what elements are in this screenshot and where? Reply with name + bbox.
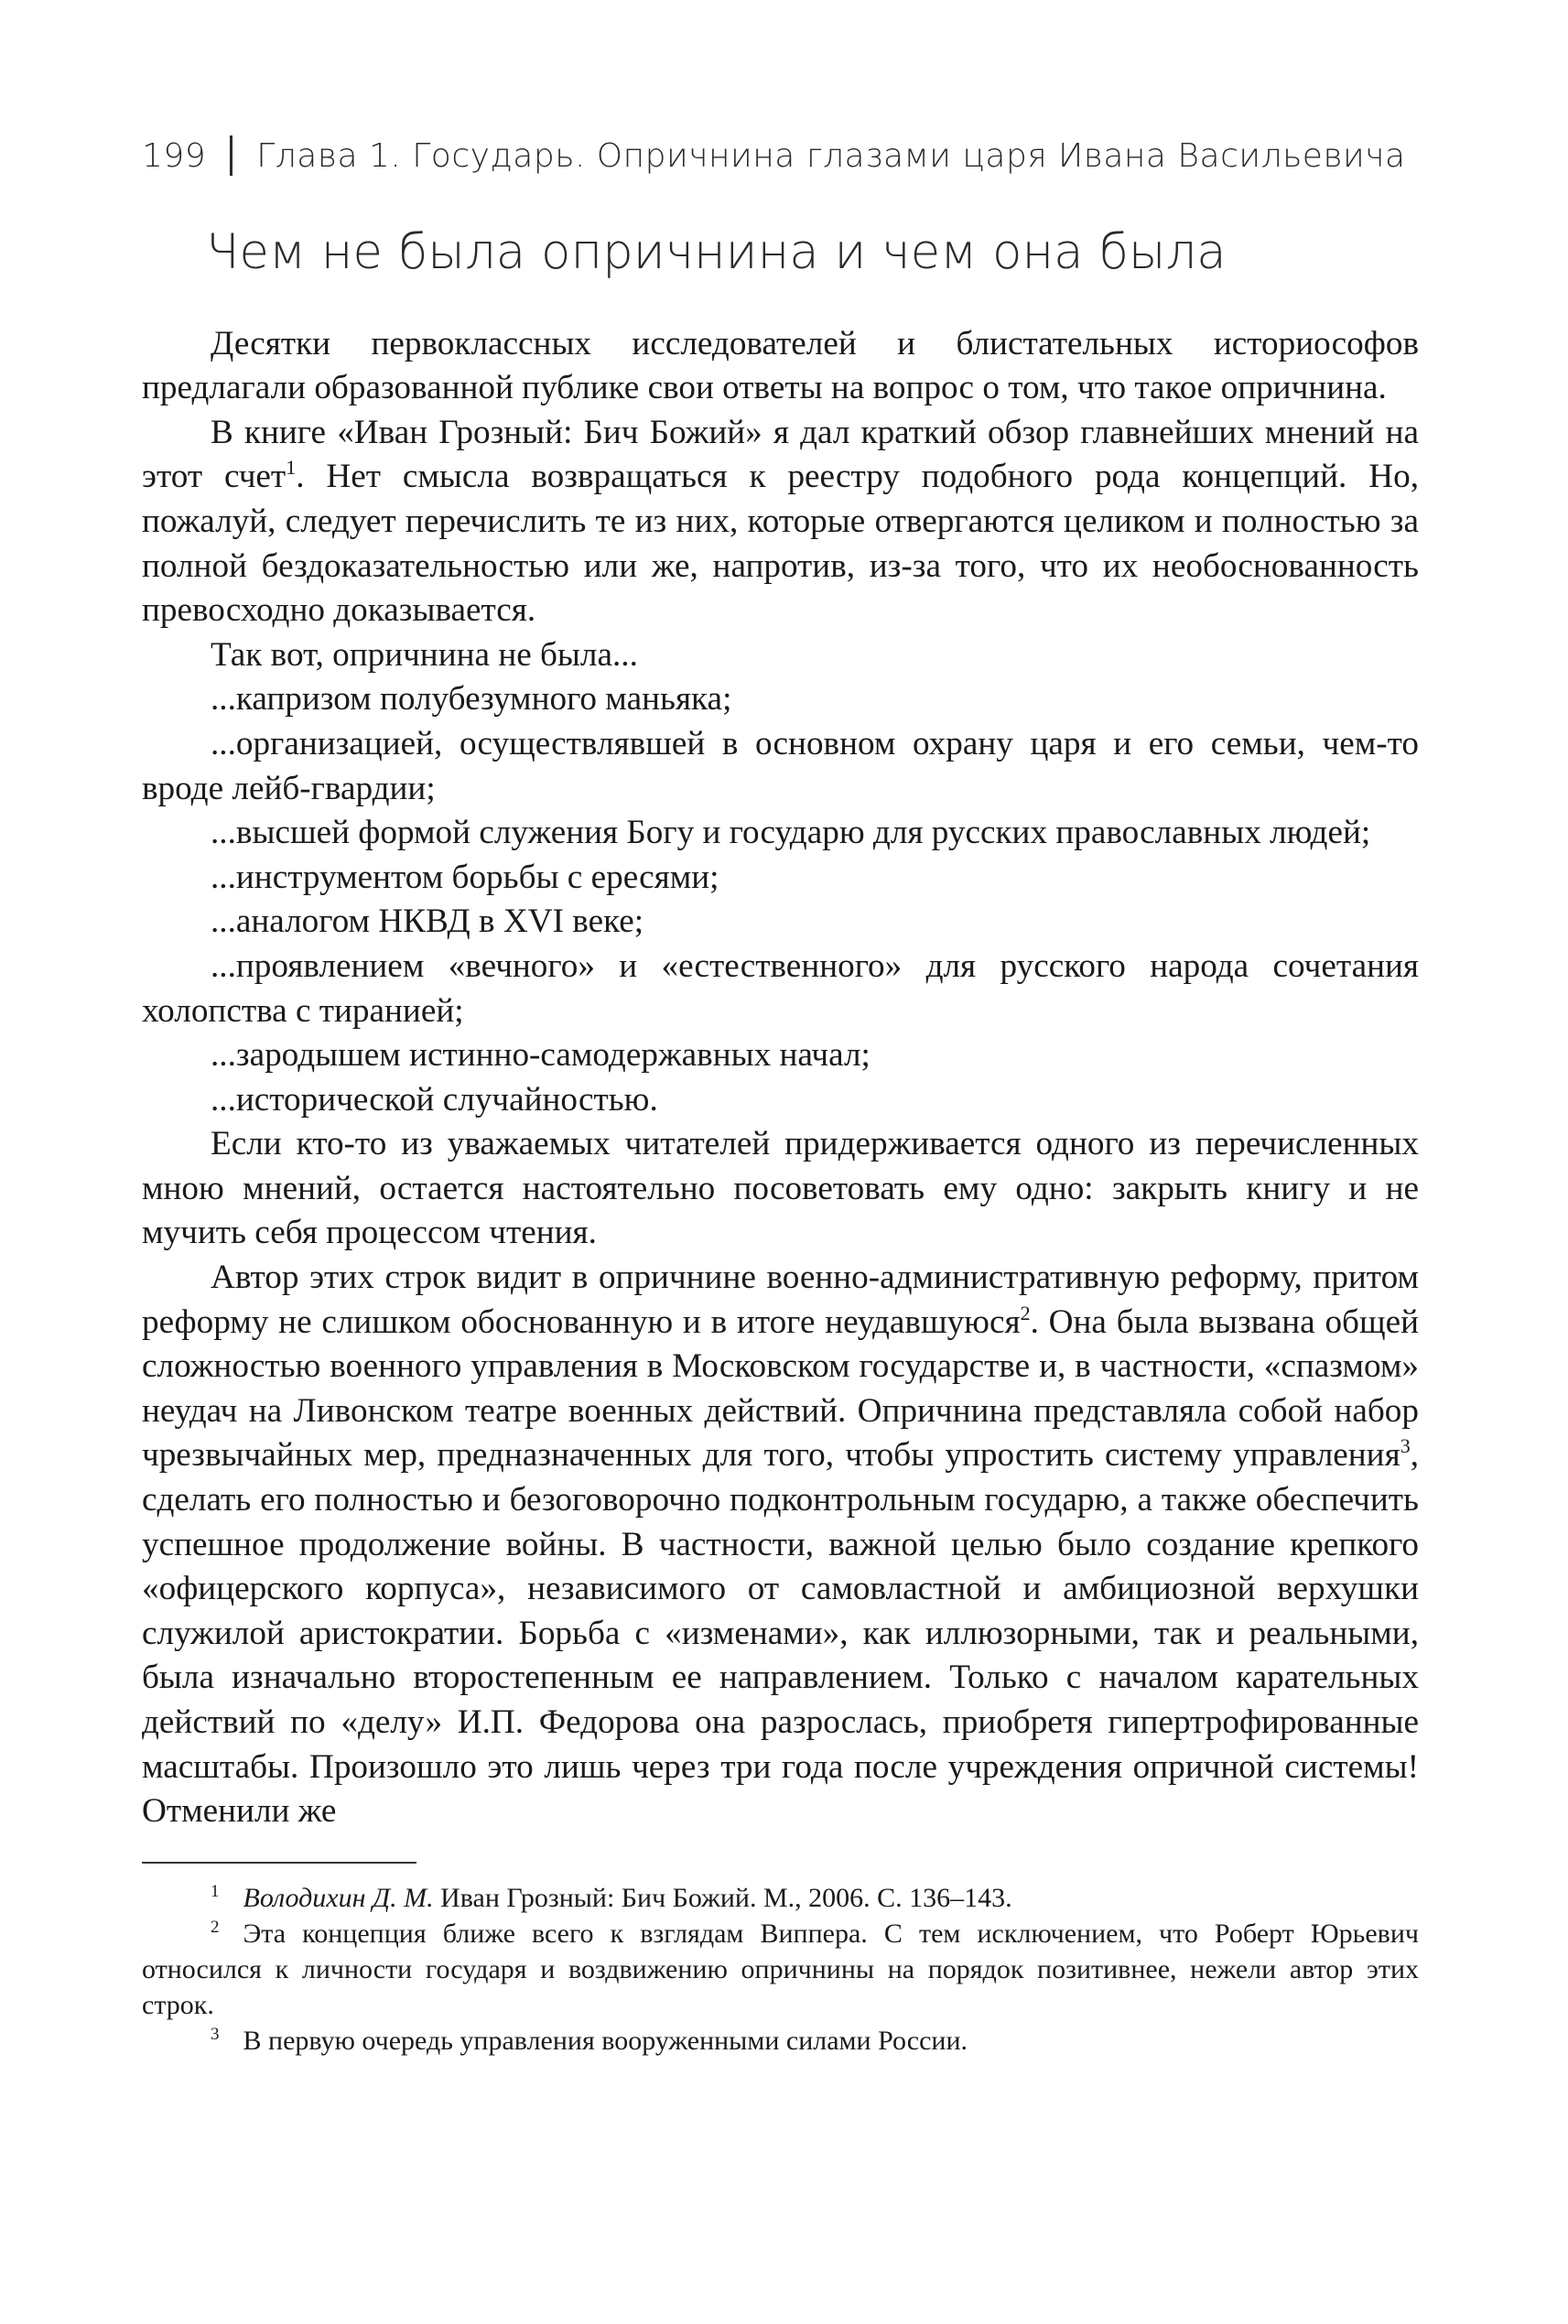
section-title: Чем не была опричнина и чем она была [206,224,1227,280]
footnotes [142,1880,1419,2059]
footnote-number: 3 [211,2024,220,2044]
footnote: $^1$ Володихин Д. М. Иван Грозный: Бич Божий. М., 2006. С. 136–143. [211,1881,1012,1913]
chapter-label: Глава 1. Государь. Опричнина глазами царя Ивана Васильевича [256,136,1406,175]
list-item: ...организацией, осуществлявшей в основном охрану царя и его семьи, чем-то вроде лейб-гвардии; [142,724,1419,807]
footnote: $^3$ В первую очередь управления вооруженными силами России. [211,2024,968,2056]
footnote: $^2$ Эта концепция ближе всего к взглядам Виппера. С тем исключением, что Роберт Юрьевич относился к личности государя и воздвижению опричнины на порядок позитивнее, нежели автор этих строк. [142,1917,1419,2020]
page-number: 199 [142,136,207,175]
paragraph: В книге «Иван Грозный: Бич Божий» я дал краткий обзор главнейших мнений на этот счет$^1$. Нет смысла возвращаться к реестру подобного рода концепций. Но, пожалуй, следует перечислить те из них, которые отвергаются целиком и полностью за полной бездоказательностью или же, напротив, из-за того, что их необоснованность превосходно доказывается. [142,413,1419,630]
paragraph: Автор этих строк видит в опричнине военно-административную реформу, притом реформу не слишком обоснованную и в итоге неудавшуюся$^2$. Она была вызвана общей сложностью военного управления в Московском государстве и, в частности, «спазмом» неудач на Ливонском театре военных действий. Опричнина представляла собой набор чрезвычайных мер, предназначенных для того, чтобы упростить систему управления$^3$, сделать его полностью и безоговорочно подконтрольным государю, а также обеспечить успешное продолжение войны. В частности, важной целью было создание крепкого «офицерского корпуса», независимого от самовластной и амбициозной верхушки служилой аристократии. Борьба с «изменами», как иллюзорными, так и реальными, была изначально второстепенным ее направлением. Только с началом карательных действий по «делу» И.П. Федорова она разрослась, приобретя гипертрофированные масштабы. Произошло это лишь через три года после учреждения опричной системы! Отменили же [142,1259,1419,1831]
body-text [142,322,1419,1834]
footnote-number: 2 [211,1917,220,1937]
footnote-ref: 2 [1020,1301,1031,1324]
running-head [142,128,1419,183]
book-page [142,128,1419,2059]
list-item: ...капризом полубезумного маньяка; [211,680,732,719]
header-separator [230,135,232,176]
paragraph: Так вот, опричнина не была... [211,635,638,674]
list-item: ...инструментом борьбы с ересями; [211,858,719,896]
list-item: ...зародышем истинно-самодержавных начал; [211,1036,871,1075]
footnote-divider [142,1862,416,1864]
paragraph: Если кто-то из уважаемых читателей придерживается одного из перечисленных мною мнений, остается настоятельно посоветовать ему одно: закрыть книгу и не мучить себя процессом чтения. [142,1125,1419,1252]
list-item: ...высшей формой служения Богу и государю для русских православных людей; [211,814,1371,852]
list-item: ...исторической случайностью. [211,1080,658,1119]
footnote-number: 1 [211,1881,220,1901]
footnote-ref: 1 [286,456,297,480]
footnote-ref: 3 [1400,1434,1411,1458]
footnote-author: Володихин Д. М. [243,1882,434,1913]
list-item: ...проявлением «вечного» и «естественного» для русского народа сочетания холопства с тиранией; [142,946,1419,1030]
paragraph: Десятки первоклассных исследователей и блистательных историософов предлагали образованной публике свои ответы на вопрос о том, что такое опричнина. [142,324,1419,407]
list-item: ...аналогом НКВД в XVI веке; [211,903,644,941]
